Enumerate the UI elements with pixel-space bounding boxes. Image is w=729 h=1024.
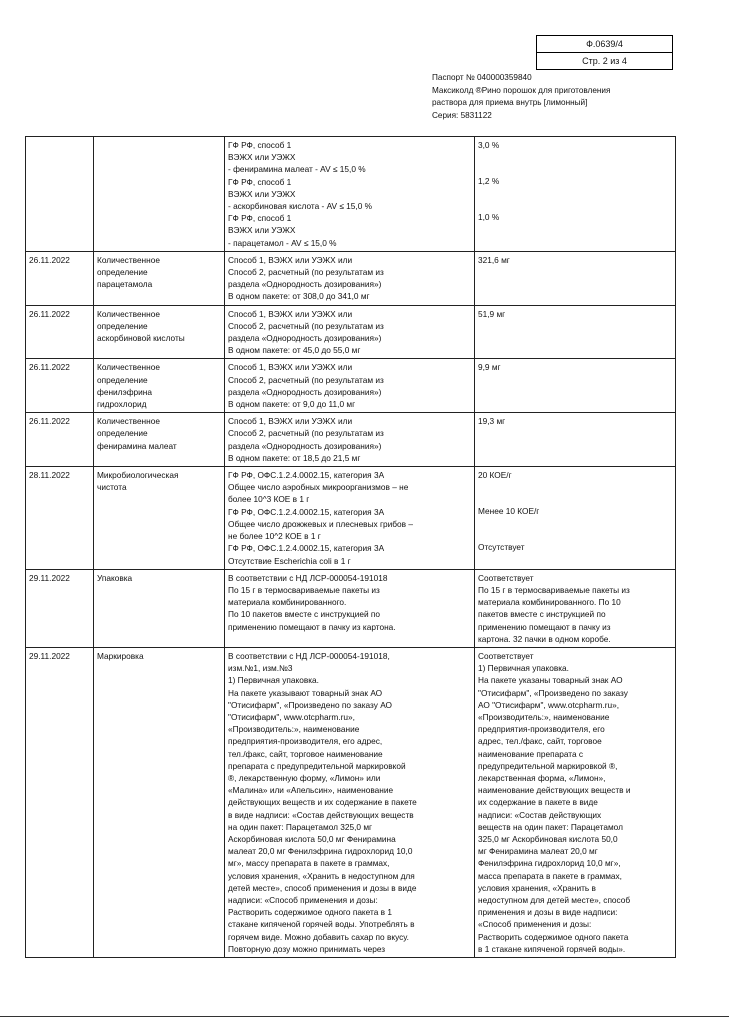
method-cell (225, 251, 475, 305)
test-name-cell (94, 305, 225, 359)
test-date: 26.11.2022 (29, 308, 70, 319)
result-line: картона. 32 пачки в одном коробе. (478, 633, 611, 644)
test-name-line: Микробиологическая (97, 470, 179, 481)
test-date-cell (26, 305, 94, 359)
method-line: ГФ РФ, способ 1 (228, 176, 292, 187)
method-line: ВЭЖХ или УЭЖХ (228, 188, 296, 199)
table-row (26, 569, 676, 647)
result-line: адрес, тел./факс, сайт, торговое (478, 736, 602, 747)
test-date: 29.11.2022 (29, 572, 70, 583)
method-line: условия хранения, «Хранить в недоступном для (228, 870, 415, 881)
test-date-cell (26, 137, 94, 252)
method-line: В одном пакете: от 45,0 до 55,0 мг (228, 345, 361, 356)
method-line: на один пакет: Парацетамол 325,0 мг (228, 821, 373, 832)
method-line: В соответствии с НД ЛСР-000054-191018 (228, 572, 388, 583)
passport-header (432, 72, 692, 122)
test-name-cell (94, 647, 225, 957)
result-cell (475, 251, 676, 305)
method-line: малеат 20,0 мг Фенилэфрина гидрохлорид 10,0 (228, 846, 413, 857)
test-name-cell (94, 251, 225, 305)
method-line: Способ 2, расчетный (по результатам из (228, 320, 384, 331)
result-line: недоступном для детей месте», способ (478, 894, 631, 905)
method-line: в виде надписи: «Состав действующих веществ (228, 809, 414, 820)
method-line: - аскорбиновая кислота - AV ≤ 15,0 % (228, 201, 373, 212)
method-line: применению помещают в пачку из картона. (228, 621, 396, 632)
test-date-cell (26, 467, 94, 570)
result-line: 3,0 % (478, 140, 500, 150)
test-date: 26.11.2022 (29, 254, 70, 265)
result-line: Менее 10 КОЕ/г (478, 506, 540, 517)
result-line: Соответствует (478, 572, 534, 583)
table-row (26, 647, 676, 957)
method-cell (225, 467, 475, 570)
method-line: ГФ РФ, способ 1 (228, 140, 292, 150)
method-line: надписи: «Способ применения и дозы: (228, 894, 378, 905)
method-line: изм.№1, изм.№3 (228, 663, 293, 674)
method-line: В соответствии с НД ЛСР-000054-191018, (228, 650, 390, 661)
method-line: ГФ РФ, способ 1 (228, 213, 292, 224)
test-name-line: определение (97, 320, 148, 331)
table-row (26, 305, 676, 359)
method-cell (225, 569, 475, 647)
result-line: мг Фенирамина малеат 20,0 мг (478, 846, 598, 857)
test-name-line: Количественное (97, 362, 160, 373)
table-row (26, 467, 676, 570)
test-date (29, 139, 90, 151)
test-name-line: гидрохлорид (97, 399, 147, 410)
table-row (26, 359, 676, 413)
page-number: Стр. 2 из 4 (537, 52, 672, 69)
test-name-line: Маркировка (97, 650, 144, 661)
result-line: предприятия-производителя, его (478, 724, 605, 735)
method-line: «Малина» или «Апельсин», наименование (228, 785, 394, 796)
method-line: Способ 1, ВЭЖХ или УЭЖХ или (228, 254, 353, 265)
result-line: материала комбинированного. По 10 (478, 597, 621, 608)
result-line: Фенилэфрина гидрохлорид 10,0 мг», (478, 858, 621, 869)
test-name-line: аскорбиновой кислоты (97, 333, 185, 344)
test-name-line: парацетамола (97, 279, 153, 290)
result-line: применения и дозы в виде надписи: (478, 907, 618, 918)
result-line: 1) Первичная упаковка. (478, 663, 569, 674)
result-line: 321,6 мг (478, 254, 510, 265)
table-row (26, 137, 676, 252)
table-row (26, 413, 676, 467)
method-line: Растворить содержимое одного пакета в 1 (228, 907, 392, 918)
result-cell (475, 647, 676, 957)
test-name-line: чистота (97, 482, 127, 493)
result-line: 9,9 мг (478, 362, 501, 373)
method-line: Способ 2, расчетный (по результатам из (228, 374, 384, 385)
method-line: - парацетамол - AV ≤ 15,0 % (228, 237, 337, 248)
method-line: Способ 1, ВЭЖХ или УЭЖХ или (228, 362, 353, 373)
method-line: - фенирамина малеат - AV ≤ 15,0 % (228, 164, 366, 175)
form-code: Ф.0639/4 (586, 39, 623, 49)
method-line: Общее число дрожжевых и плесневых грибов – (228, 518, 413, 529)
result-line: надписи: «Состав действующих (478, 809, 602, 820)
test-date-cell (26, 251, 94, 305)
result-line: "Отисифарм", «Произведено по заказу (478, 687, 628, 698)
result-line: масса препарата в пакете в граммах, (478, 870, 622, 881)
test-date-cell (26, 647, 94, 957)
method-line: более 10^3 КОЕ в 1 г (228, 494, 310, 505)
table-row (26, 251, 676, 305)
result-line: 51,9 мг (478, 308, 506, 319)
result-line: «Производитель:», наименование (478, 711, 610, 722)
result-line (478, 493, 672, 505)
result-line: АО "Отисифарм", www.otcpharm.ru», (478, 699, 620, 710)
page-bottom-rule (0, 1016, 729, 1017)
series-number: Серия: 5831122 (432, 110, 492, 120)
method-line: Отсутствие Escherichia coli в 1 г (228, 555, 351, 566)
result-line (478, 199, 672, 211)
method-line: Способ 2, расчетный (по результатам из (228, 267, 384, 278)
product-name-line1: Максиколд ®Рино порошок для приготовления (432, 85, 611, 95)
method-cell (225, 305, 475, 359)
test-date-cell (26, 413, 94, 467)
method-line: препарата с предупредительной маркировкой (228, 760, 406, 771)
test-date-cell (26, 359, 94, 413)
method-line: ВЭЖХ или УЭЖХ (228, 225, 296, 236)
result-line: в 1 стакане кипяченой горячей воды». (478, 943, 626, 954)
result-line: предупредительной маркировкой ®, (478, 760, 618, 771)
test-name-cell (94, 359, 225, 413)
method-line: действующих веществ и их содержание в пакете (228, 797, 417, 808)
result-line: На пакете указаны товарный знак АО (478, 675, 623, 686)
result-line: Отсутствует (478, 542, 525, 553)
test-results-table (25, 136, 676, 958)
result-line: веществ на один пакет: Парацетамол (478, 821, 623, 832)
method-line: По 10 пакетов вместе с инструкцией по (228, 609, 380, 620)
test-name-line: определение (97, 374, 148, 385)
method-line: Аскорбиновая кислота 50,0 мг Фенирамина (228, 833, 396, 844)
test-name-line: фенилэфрина (97, 386, 153, 397)
method-cell (225, 137, 475, 252)
test-name-line: Количественное (97, 308, 160, 319)
test-name-line: Количественное (97, 254, 160, 265)
result-line: наименование действующих веществ и (478, 785, 631, 796)
method-line: Способ 2, расчетный (по результатам из (228, 428, 384, 439)
method-cell (225, 413, 475, 467)
method-line: горячем виде. Можно добавить сахар по вкусу. (228, 931, 409, 942)
method-line: стакане кипяченой горячей воды. Употреблять в (228, 919, 415, 930)
method-line: предприятия-производителя, его адрес, (228, 736, 383, 747)
method-line: По 15 г в термосвариваемые пакеты из (228, 584, 380, 595)
method-line: ГФ РФ, ОФС.1.2.4.0002.15, категория 3А (228, 543, 385, 554)
result-cell (475, 467, 676, 570)
method-line: "Отисифарм", www.otcpharm.ru», (228, 711, 355, 722)
passport-number: Паспорт № 040000359840 (432, 73, 532, 82)
product-name-line2: раствора для приема внутрь [лимонный] (432, 98, 588, 107)
test-date: 26.11.2022 (29, 362, 70, 373)
method-line: Повторную дозу можно принимать через (228, 943, 386, 954)
result-line: Растворить содержимое одного пакета (478, 931, 629, 942)
result-cell (475, 359, 676, 413)
result-line: лекарственная форма, «Лимон», (478, 772, 606, 783)
result-line (478, 517, 672, 529)
result-cell (475, 137, 676, 252)
method-line: тел./факс, сайт, торговое наименование (228, 748, 383, 759)
result-line: Соответствует (478, 650, 534, 661)
test-name-cell (94, 413, 225, 467)
method-cell (225, 647, 475, 957)
method-line: ВЭЖХ или УЭЖХ (228, 152, 296, 163)
method-line: 1) Первичная упаковка. (228, 675, 319, 686)
result-line: 1,2 % (478, 176, 500, 187)
result-line: условия хранения, «Хранить в (478, 882, 596, 893)
result-line: наименование препарата с (478, 748, 584, 759)
result-line: применению помещают в пачку из (478, 621, 611, 632)
result-line: 325,0 мг Аскорбиновая кислота 50,0 (478, 833, 618, 844)
test-name-line: определение (97, 267, 148, 278)
method-line: В одном пакете: от 9,0 до 11,0 мг (228, 399, 356, 410)
method-line: раздела «Однородность дозирования») (228, 386, 382, 397)
test-name-line: определение (97, 428, 148, 439)
test-date: 29.11.2022 (29, 650, 70, 661)
result-line (478, 151, 672, 163)
result-line: По 15 г в термосвариваемые пакеты из (478, 584, 630, 595)
result-line: пакетов вместе с инструкцией по (478, 609, 606, 620)
test-name-cell (94, 137, 225, 252)
test-date: 26.11.2022 (29, 416, 70, 427)
method-line: раздела «Однородность дозирования») (228, 440, 382, 451)
result-cell (475, 305, 676, 359)
method-line: Способ 1, ВЭЖХ или УЭЖХ или (228, 416, 353, 427)
method-line: раздела «Однородность дозирования») (228, 279, 382, 290)
method-line: Общее число аэробных микроорганизмов – не (228, 482, 409, 493)
method-line: ГФ РФ, ОФС.1.2.4.0002.15, категория 3А (228, 470, 385, 481)
method-line: ®, лекарственную форму, «Лимон» или (228, 772, 381, 783)
result-line: «Способ применения и дозы: (478, 919, 592, 930)
form-code-box (536, 35, 673, 70)
result-line: 19,3 мг (478, 416, 506, 427)
result-line: их содержание в пакете в виде (478, 797, 598, 808)
method-line: материала комбинированного. (228, 597, 347, 608)
test-name-line: Упаковка (97, 572, 133, 583)
method-line: "Отисифарм", «Произведено по заказу АО (228, 699, 393, 710)
method-cell (225, 359, 475, 413)
method-line: На пакете указывают товарный знак АО (228, 687, 383, 698)
test-name-line: Количественное (97, 416, 160, 427)
test-name-cell (94, 467, 225, 570)
method-line: В одном пакете: от 18,5 до 21,5 мг (228, 452, 361, 463)
method-line: «Производитель:», наименование (228, 724, 360, 735)
test-date: 28.11.2022 (29, 470, 70, 481)
result-line: 20 КОЕ/г (478, 470, 512, 481)
method-line: детей месте», способ применения и дозы в виде (228, 882, 417, 893)
result-line (478, 481, 672, 493)
method-line: раздела «Однородность дозирования») (228, 333, 382, 344)
method-line: мг», массу препарата в пакете в граммах, (228, 858, 390, 869)
result-cell (475, 569, 676, 647)
method-line: не более 10^2 КОЕ в 1 г (228, 531, 321, 542)
test-date-cell (26, 569, 94, 647)
test-name-cell (94, 569, 225, 647)
result-line (478, 529, 672, 541)
method-line: Способ 1, ВЭЖХ или УЭЖХ или (228, 308, 353, 319)
result-line (478, 187, 672, 199)
result-line: 1,0 % (478, 212, 500, 223)
result-line (478, 163, 672, 175)
method-line: В одном пакете: от 308,0 до 341,0 мг (228, 291, 370, 302)
result-cell (475, 413, 676, 467)
test-name-line: фенирамина малеат (97, 440, 177, 451)
method-line: ГФ РФ, ОФС.1.2.4.0002.15, категория 3А (228, 506, 385, 517)
